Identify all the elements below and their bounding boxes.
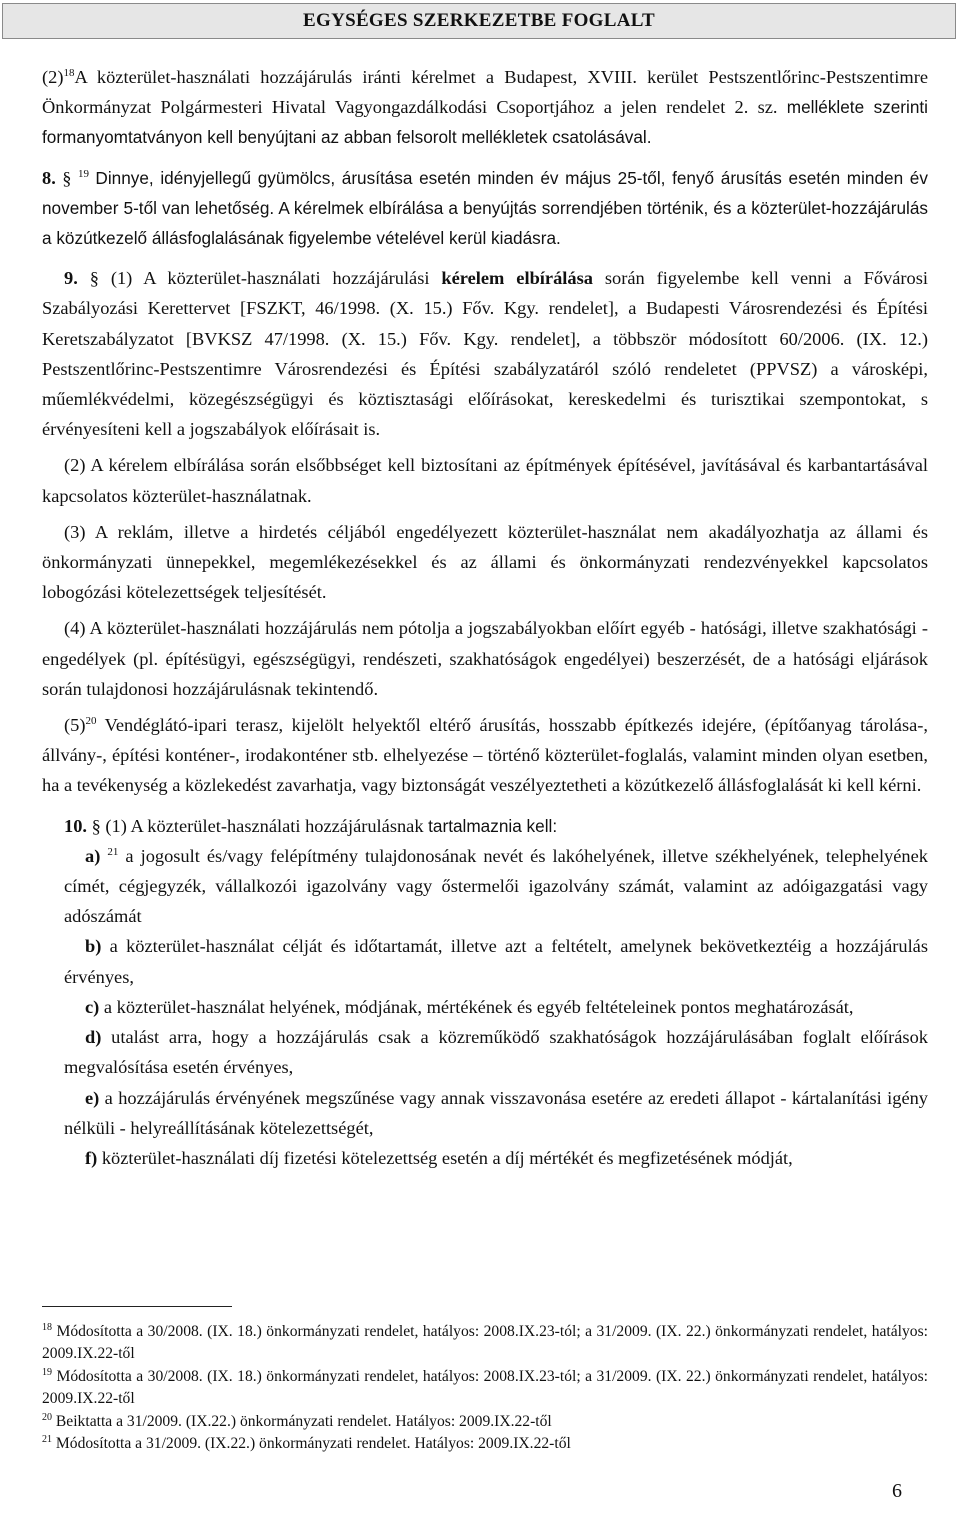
section-9-paragraph-5 <box>42 710 928 801</box>
footnotes <box>42 1321 928 1455</box>
section-text: Dinnye, idényjellegű gyümölcs, árusítása esetén minden év május 25-től, fenyő árusítás esetén minden év november 5-től van lehetőség. A kérelmek elbírálása a benyújtás sorrendjében történik, és a közterület-hozzájárulás a közútkezelő állásfoglalásának figyelembe vételével kerül kiadásra. <box>42 167 928 249</box>
paragraph-text-sans: melléklete szerinti formanyomtatványon kell benyújtani az abban felsorolt mellékletek csatolásával. <box>42 97 929 148</box>
list-item-text: a közterület-használat célját és időtartamát, illetve azt a feltételt, amelynek bekövetkeztéig a hozzájárulás érvényes, <box>64 936 928 987</box>
footnote-number: 19 <box>42 1366 52 1378</box>
section-number: 10. <box>64 815 87 836</box>
section-number: 8. <box>42 167 56 188</box>
paragraph-2 <box>42 62 928 153</box>
footnote-text: Módosította a 30/2008. (IX. 18.) önkormányzati rendelet, hatályos: 2008.IX.23-tól; a 31/2009. (IX. 22.) önkormányzati rendelet, hatályos: 2009.IX.22-től <box>42 1323 928 1363</box>
paragraph-text: Vendéglátó-ipari terasz, kijelölt helyektől eltérő árusítás, hosszabb építkezés idejére, (építőanyag tárolása-, állvány-, építési konténer-, irodakonténer stb. elhelyezése – történő közterület-foglalás, valamint minden olyan esetben, ha a tevékenység a közlekedést zavarhatja, vagy biztonságát veszélyeztetheti a közútkezelő állásfoglalását ki kell kérni. <box>42 715 929 796</box>
footnote-ref[interactable]: 18 <box>63 67 75 79</box>
list-item-text: a hozzájárulás érvényének megszűnése vagy annak visszavonása esetére az eredeti állapot - kártalanítási igény nélküli - helyreállításának kötelezettségét, <box>64 1087 928 1138</box>
page-number: 6 <box>892 1480 902 1502</box>
document-body <box>42 62 928 1173</box>
document-header <box>2 3 956 39</box>
footnote-number: 20 <box>42 1411 52 1423</box>
section-9-paragraph-2: (2) A kérelem elbírálása során elsőbbséget kell biztosítani az építmények építésével, javításával és karbantartásával kapcsolatos közterület-használatnak. <box>42 455 928 506</box>
paragraph-text: (1) A közterület-használati hozzájárulási <box>110 268 430 289</box>
footnote-number: 18 <box>42 1322 52 1333</box>
list-item-e <box>64 1083 928 1143</box>
paragraph-text: (1) A közterület-használati hozzájárulásnak <box>105 815 424 836</box>
list-item-a <box>64 841 928 932</box>
section-symbol: § <box>91 815 101 836</box>
section-symbol: § <box>89 268 99 289</box>
section-8 <box>42 163 928 254</box>
footnote-text: Módosította a 31/2009. (IX.22.) önkormányzati rendelet. Hatályos: 2009.IX.22-től <box>55 1435 571 1453</box>
section-number: 9. <box>64 268 78 289</box>
footnote-20 <box>42 1411 928 1433</box>
paragraph-text: A közterület-használati hozzájárulás iránti kérelmet a Budapest, XVIII. kerület Pestszentlőrinc-Pestszentimre Önkormányzat Polgármesteri Hivatal Vagyongazdálkodási Csoportjához a jelen rendelet 2. sz. <box>42 67 928 118</box>
paragraph-number: (5) <box>64 715 86 736</box>
list-item-label: b) <box>85 936 102 957</box>
list-item-text: a jogosult és/vagy felépítmény tulajdonosának nevét és lakóhelyének, illetve székhelyének, telephelyének címét, cégjegyzék, vállalkozói igazolvány vagy őstermelői igazolvány számát, valamint az adóigazgatási vagy adószámát <box>64 845 928 927</box>
section-symbol: § <box>62 167 72 188</box>
list-item-label: d) <box>85 1027 102 1048</box>
list-item-label: f) <box>85 1147 98 1168</box>
paragraph-text: során figyelembe kell venni a Fővárosi Szabályozási Kerettervet [FSZKT, 46/1998. (X. 15.) Főv. Kgy. rendelet], a Budapesti Városrendezési és Építési Keretszabályzatot [BVKSZ 47/1998. (X. 15.) Főv. Kgy. rendelet], a többször módosított 60/2006. (IX. 12.) Pestszentlőrinc-Pestszentimre Városrendezési és Építési szabályzatáról szóló rendeletet (PPVSZ) a városképi, műemlékvédelmi, közegészségügyi és köztisztasági előírásokat, kereskedelmi és turisztikai szempontokat, s érvényesíteni kell a jogszabályok előírásait is. <box>42 268 928 440</box>
emphasis-text: kérelem elbírálása <box>441 268 593 289</box>
footnote-number: 21 <box>42 1434 52 1446</box>
footnote-19 <box>42 1366 928 1411</box>
section-9-paragraph-3: (3) A reklám, illetve a hirdetés céljából engedélyezett közterület-használat nem akadályozhatja az állami és önkormányzati ünnepekkel, megemlékezésekkel és az állami és önkormányzati rendezvényekkel kapcsolatos lobogózási kötelezettségek teljesítését. <box>42 521 928 603</box>
section-10-paragraph-1 <box>42 811 928 841</box>
list-item-text: utalást arra, hogy a hozzájárulás csak a közreműködő szakhatóságok hozzájárulásában foglalt előírások megvalósítása esetén érvényes, <box>64 1027 928 1078</box>
footnote-separator <box>42 1306 232 1307</box>
section-9-paragraph-4: (4) A közterület-használati hozzájárulás nem pótolja a jogszabályokban előírt egyéb - hatósági, illetve szakhatósági - engedélyek (pl. építésügyi, egészségügyi, rendészeti, szakhatóságok engedélyei) beszerzését, de a hatósági eljárások során tulajdonosi hozzájárulásnak tekintendő. <box>42 618 928 699</box>
list-item-label: a) <box>85 845 101 866</box>
paragraph-text-sans: tartalmaznia kell: <box>428 815 558 836</box>
list-item-c <box>64 992 928 1022</box>
list-item-label: e) <box>85 1087 100 1108</box>
footnote-ref[interactable]: 20 <box>85 715 97 728</box>
footnote-18 <box>42 1321 928 1366</box>
list-item-label: c) <box>85 996 100 1017</box>
list-item-b <box>64 931 928 991</box>
section-9-paragraph-1 <box>42 263 928 444</box>
list-item-d <box>64 1022 928 1082</box>
paragraph-number: (2) <box>42 67 64 87</box>
footnote-ref[interactable]: 21 <box>107 845 119 858</box>
list-item-text: a közterület-használat helyének, módjának, mértékének és egyéb feltételeinek pontos meghatározását, <box>103 996 854 1017</box>
list-item-f <box>64 1143 928 1173</box>
list-item-text: közterület-használati díj fizetési kötelezettség esetén a díj mértékét és megfizetésének módját, <box>101 1147 793 1168</box>
footnote-text: Beiktatta a 31/2009. (IX.22.) önkormányzati rendelet. Hatályos: 2009.IX.22-től <box>55 1412 552 1430</box>
footnote-ref[interactable]: 19 <box>77 167 89 180</box>
footnote-text: Módosította a 30/2008. (IX. 18.) önkormányzati rendelet, hatályos: 2008.IX.23-tól; a 31/2009. (IX. 22.) önkormányzati rendelet, hatályos: 2009.IX.22-től <box>42 1367 928 1408</box>
header-title: EGYSÉGES SZERKEZETBE FOGLALT <box>303 10 655 31</box>
footnote-21 <box>42 1433 928 1455</box>
